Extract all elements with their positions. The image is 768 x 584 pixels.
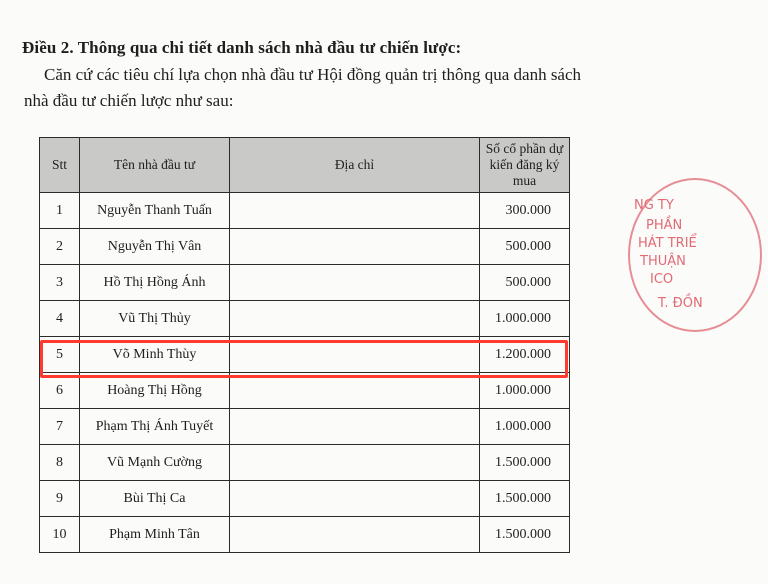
table-row bbox=[40, 445, 570, 481]
table-row bbox=[40, 481, 570, 517]
cell-address bbox=[230, 229, 480, 265]
cell-name: Nguyễn Thanh Tuấn bbox=[80, 193, 230, 229]
cell-stt: 1 bbox=[40, 193, 80, 229]
intro-line-2: nhà đầu tư chiến lược như sau: bbox=[24, 91, 234, 110]
table-row bbox=[40, 517, 570, 553]
cell-name: Vũ Thị Thủy bbox=[80, 301, 230, 337]
table-row bbox=[40, 409, 570, 445]
table-header-row bbox=[40, 138, 570, 193]
cell-shares: 300.000 bbox=[480, 193, 570, 229]
cell-shares: 1.200.000 bbox=[480, 337, 570, 373]
seal-text: THUẬN bbox=[640, 254, 686, 269]
cell-shares: 1.000.000 bbox=[480, 301, 570, 337]
cell-name: Hồ Thị Hồng Ánh bbox=[80, 265, 230, 301]
header-shares: Số cổ phần dự kiến đăng ký mua bbox=[480, 138, 570, 193]
cell-name: Nguyễn Thị Vân bbox=[80, 229, 230, 265]
cell-stt: 10 bbox=[40, 517, 80, 553]
investor-table bbox=[39, 137, 570, 553]
cell-address bbox=[230, 265, 480, 301]
header-stt: Stt bbox=[40, 138, 80, 193]
table-row bbox=[40, 265, 570, 301]
cell-stt: 2 bbox=[40, 229, 80, 265]
cell-address bbox=[230, 301, 480, 337]
company-seal bbox=[628, 178, 768, 338]
seal-text: HÁT TRIỂ bbox=[638, 236, 697, 251]
table-row bbox=[40, 337, 570, 373]
cell-name: Vũ Mạnh Cường bbox=[80, 445, 230, 481]
table-row bbox=[40, 373, 570, 409]
cell-shares: 1.500.000 bbox=[480, 481, 570, 517]
seal-text: PHẦN bbox=[646, 218, 683, 233]
cell-name: Phạm Thị Ánh Tuyết bbox=[80, 409, 230, 445]
cell-name: Phạm Minh Tân bbox=[80, 517, 230, 553]
cell-name: Võ Minh Thùy bbox=[80, 337, 230, 373]
cell-stt: 5 bbox=[40, 337, 80, 373]
cell-address bbox=[230, 193, 480, 229]
cell-address bbox=[230, 517, 480, 553]
cell-shares: 1.000.000 bbox=[480, 373, 570, 409]
table-row bbox=[40, 193, 570, 229]
header-name: Tên nhà đầu tư bbox=[80, 138, 230, 193]
intro-line-1: Căn cứ các tiêu chí lựa chọn nhà đầu tư Hội đồng quản trị thông qua danh sách bbox=[44, 65, 582, 84]
cell-name: Bùi Thị Ca bbox=[80, 481, 230, 517]
cell-shares: 500.000 bbox=[480, 229, 570, 265]
header-address: Địa chỉ bbox=[230, 138, 480, 193]
cell-name: Hoàng Thị Hồng bbox=[80, 373, 230, 409]
seal-text: NG TY bbox=[634, 198, 674, 213]
cell-stt: 6 bbox=[40, 373, 80, 409]
cell-address bbox=[230, 373, 480, 409]
table-row bbox=[40, 301, 570, 337]
cell-address bbox=[230, 337, 480, 373]
cell-shares: 1.500.000 bbox=[480, 517, 570, 553]
seal-text: ICO bbox=[650, 272, 674, 287]
cell-address bbox=[230, 481, 480, 517]
cell-stt: 7 bbox=[40, 409, 80, 445]
cell-stt: 9 bbox=[40, 481, 80, 517]
seal-text: T. ĐỒN bbox=[658, 296, 703, 311]
cell-stt: 4 bbox=[40, 301, 80, 337]
cell-address bbox=[230, 445, 480, 481]
cell-address bbox=[230, 409, 480, 445]
cell-shares: 1.000.000 bbox=[480, 409, 570, 445]
cell-stt: 3 bbox=[40, 265, 80, 301]
intro-paragraph bbox=[24, 62, 634, 114]
cell-shares: 500.000 bbox=[480, 265, 570, 301]
article-heading: Điều 2. Thông qua chi tiết danh sách nhà đầu tư chiến lược: bbox=[22, 38, 462, 57]
cell-shares: 1.500.000 bbox=[480, 445, 570, 481]
cell-stt: 8 bbox=[40, 445, 80, 481]
table-row bbox=[40, 229, 570, 265]
